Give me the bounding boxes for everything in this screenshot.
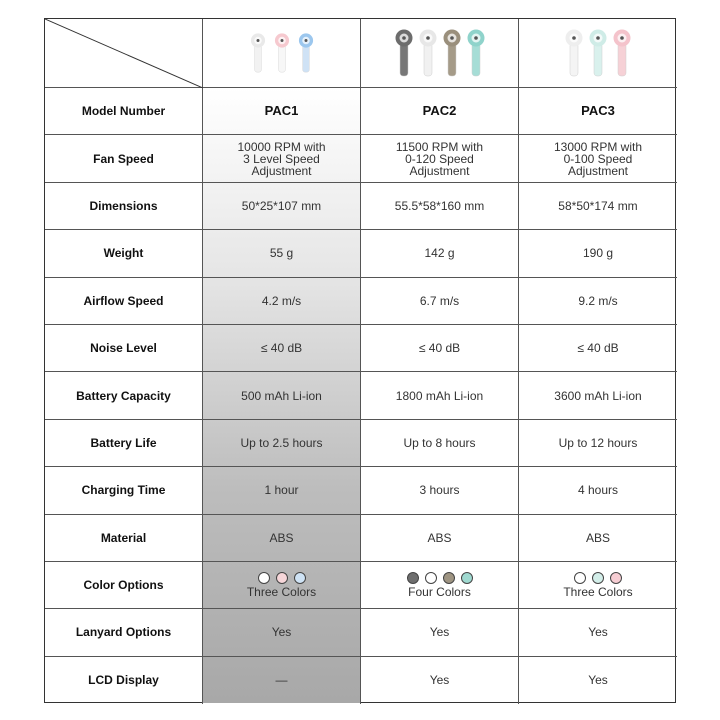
cell-text: ≤ 40 dB	[577, 341, 619, 356]
table-cell	[361, 609, 519, 656]
row-label: Charging Time	[45, 467, 203, 514]
table-cell	[361, 325, 519, 372]
product-image-pac3	[519, 19, 677, 88]
table-cell	[203, 325, 361, 372]
handheld-fan-icon	[297, 33, 315, 73]
handheld-fan-icon	[467, 29, 485, 77]
table-cell	[203, 562, 361, 609]
table-cell	[361, 467, 519, 514]
table-cell	[519, 609, 677, 656]
table-cell	[361, 562, 519, 609]
table-cell	[519, 372, 677, 419]
cell-text: Yes	[429, 625, 450, 640]
color-options-text: Three Colors	[563, 585, 633, 600]
color-swatch	[461, 572, 473, 584]
row-label: Airflow Speed	[45, 278, 203, 325]
cell-text: Up to 8 hours	[403, 435, 476, 450]
table-cell	[203, 657, 361, 704]
cell-text: —	[275, 673, 288, 688]
color-swatch	[294, 572, 306, 584]
cell-text: ABS	[585, 530, 610, 545]
cell-text: ≤ 40 dB	[418, 341, 461, 356]
cell-text: Up to 2.5 hours	[240, 435, 323, 450]
handheld-fan-icon	[395, 29, 413, 77]
table-cell	[361, 230, 519, 277]
table-cell	[203, 609, 361, 656]
table-cell	[361, 420, 519, 467]
header-corner-cell	[45, 19, 203, 88]
table-cell	[361, 88, 519, 135]
row-label: Battery Life	[45, 420, 203, 467]
handheld-fan-icon	[443, 29, 461, 77]
comparison-table	[44, 18, 676, 703]
handheld-fan-icon	[613, 29, 631, 77]
cell-text: 1800 mAh Li-ion	[395, 388, 484, 403]
color-swatch	[610, 572, 622, 584]
cell-text: 6.7 m/s	[419, 293, 460, 308]
row-label: Color Options	[45, 562, 203, 609]
table-cell	[203, 278, 361, 325]
diagonal-divider	[45, 19, 203, 88]
handheld-fan-icon	[249, 33, 267, 73]
cell-text: 4.2 m/s	[261, 293, 302, 308]
cell-text: ABS	[269, 530, 294, 545]
row-label: LCD Display	[45, 657, 203, 704]
cell-text: PAC2	[422, 103, 457, 119]
cell-text: 55.5*58*160 mm	[394, 198, 485, 213]
table-cell	[361, 278, 519, 325]
row-label: Lanyard Options	[45, 609, 203, 656]
color-swatch	[407, 572, 419, 584]
cell-text: 1 hour	[264, 483, 299, 498]
handheld-fan-icon	[589, 29, 607, 77]
cell-text: Yes	[588, 673, 608, 688]
cell-text: 9.2 m/s	[578, 293, 618, 308]
row-label: Battery Capacity	[45, 372, 203, 419]
cell-text: 3 hours	[419, 483, 460, 498]
handheld-fan-icon	[273, 33, 291, 73]
cell-text: Yes	[588, 625, 608, 640]
color-swatch	[592, 572, 604, 584]
table-cell	[361, 183, 519, 230]
row-label: Dimensions	[45, 183, 203, 230]
color-options-text: Four Colors	[408, 585, 471, 600]
table-cell	[203, 135, 361, 182]
cell-text: Yes	[271, 625, 292, 640]
product-image-pac2	[361, 19, 519, 88]
table-cell	[203, 420, 361, 467]
cell-text: Yes	[429, 673, 450, 688]
table-cell	[519, 515, 677, 562]
cell-text: Up to 12 hours	[558, 435, 638, 450]
cell-text: 10000 RPM with 3 Level Speed Adjustment	[237, 139, 326, 178]
cell-text: 55 g	[269, 246, 294, 261]
handheld-fan-icon	[419, 29, 437, 77]
table-cell	[361, 135, 519, 182]
cell-text: 3600 mAh Li-ion	[554, 388, 642, 403]
product-image-pac1	[203, 19, 361, 88]
row-label: Noise Level	[45, 325, 203, 372]
color-swatches	[574, 572, 622, 584]
table-cell	[203, 230, 361, 277]
cell-text: PAC3	[581, 103, 615, 119]
table-cell	[203, 183, 361, 230]
cell-text: 4 hours	[577, 483, 619, 498]
table-cell	[519, 420, 677, 467]
table-cell	[519, 467, 677, 514]
color-options-text: Three Colors	[246, 585, 317, 600]
table-cell	[203, 515, 361, 562]
table-grid	[45, 19, 677, 704]
table-cell	[519, 183, 677, 230]
table-cell	[203, 88, 361, 135]
table-cell	[519, 562, 677, 609]
table-cell	[519, 325, 677, 372]
table-cell	[361, 372, 519, 419]
row-label: Fan Speed	[45, 135, 203, 182]
table-cell	[519, 657, 677, 704]
table-cell	[519, 278, 677, 325]
cell-text: ≤ 40 dB	[260, 341, 303, 356]
cell-text: 142 g	[424, 246, 455, 261]
cell-text: 13000 RPM with 0-100 Speed Adjustment	[553, 139, 643, 178]
table-cell	[519, 230, 677, 277]
color-swatch	[443, 572, 455, 584]
cell-text: 190 g	[582, 246, 614, 261]
color-swatch	[425, 572, 437, 584]
cell-text: 500 mAh Li-ion	[241, 388, 322, 403]
cell-text: 58*50*174 mm	[558, 198, 638, 213]
handheld-fan-icon	[565, 29, 583, 77]
row-label: Material	[45, 515, 203, 562]
row-label: Weight	[45, 230, 203, 277]
table-cell	[203, 467, 361, 514]
color-swatches	[258, 572, 306, 584]
cell-text: 11500 RPM with 0-120 Speed Adjustment	[395, 139, 484, 178]
table-cell	[361, 515, 519, 562]
color-swatch	[276, 572, 288, 584]
cell-text: 50*25*107 mm	[241, 198, 322, 213]
color-swatch	[258, 572, 270, 584]
cell-text: PAC1	[264, 103, 299, 119]
color-swatches	[407, 572, 473, 584]
row-label: Model Number	[45, 88, 203, 135]
table-cell	[361, 657, 519, 704]
table-cell	[519, 88, 677, 135]
cell-text: ABS	[427, 530, 452, 545]
table-cell	[519, 135, 677, 182]
color-swatch	[574, 572, 586, 584]
table-cell	[203, 372, 361, 419]
